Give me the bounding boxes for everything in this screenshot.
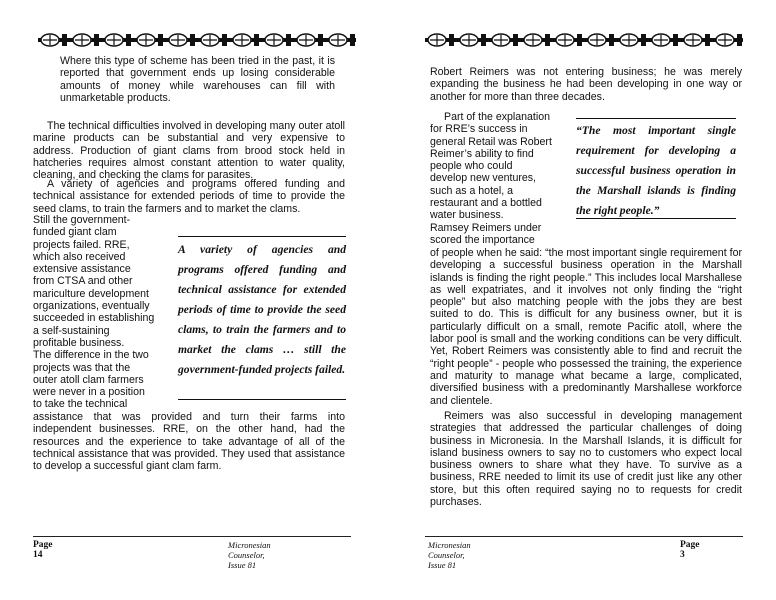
left-footer-publication: Micronesian Counselor, Issue 81 bbox=[228, 540, 271, 570]
left-pullquote-bottom-rule bbox=[178, 399, 346, 400]
wrapped-line: water business. bbox=[430, 209, 504, 222]
wrapped-line: scored the importance bbox=[430, 233, 535, 246]
wrapped-line: funded giant clam bbox=[33, 226, 117, 239]
wrapped-line: people who could bbox=[430, 160, 513, 173]
wrapped-line: Still the government- bbox=[33, 214, 131, 226]
wrapped-line: extensive assistance bbox=[33, 263, 131, 276]
left-paragraph-1: The technical difficulties involved in developing many outer atoll marine products can be substantial and very expensive to address. Production of giant clams from brood stock held in hatcheries requires almost constant attention to water quality, cleaning, and checking the clams for parasites. bbox=[33, 120, 345, 182]
wrapped-line: Part of the explanation bbox=[444, 111, 551, 123]
wrapped-line: develop new ventures, bbox=[430, 172, 537, 185]
left-pullquote: A variety of agencies and programs offered funding and technical assistance for extended periods of time to provide the seed clams, to train the farmers and to market the clams … still the government-funded projects failed. bbox=[178, 243, 346, 376]
right-paragraph-1: Robert Reimers was not entering business; he was merely expanding the business he had been developing in one way or another for more than three decades. bbox=[430, 66, 742, 103]
left-ornamental-border bbox=[38, 30, 356, 50]
right-pullquote: “The most important single requirement for developing a successful business operation in the Marshall islands is finding the right people.” bbox=[576, 124, 736, 217]
left-footer-page-number: Page 14 bbox=[33, 540, 53, 560]
wrapped-line: for RRE’s success in bbox=[430, 123, 528, 136]
wrapped-line: general Retail was Robert bbox=[430, 135, 552, 148]
wrapped-line: a self-sustaining bbox=[33, 324, 110, 337]
wrapped-line: such as a hotel, a bbox=[430, 184, 514, 197]
wrapped-line: Reimer’s ability to find bbox=[430, 147, 534, 160]
wrapped-line: Ramsey Reimers under bbox=[430, 221, 542, 234]
left-paragraph-2: A variety of agencies and programs offered funding and technical assistance for extended periods of time to provide the seed clams, to train the farmers and to market the clams. bbox=[33, 178, 345, 215]
wrapped-line: projects was that the bbox=[33, 361, 131, 374]
wrapped-line: which also received bbox=[33, 250, 126, 263]
right-wrapped-lines bbox=[430, 111, 572, 246]
right-footer-rule bbox=[425, 536, 743, 537]
wrapped-line: projects failed. RRE, bbox=[33, 238, 130, 251]
right-footer-publication: Micronesian Counselor, Issue 81 bbox=[428, 540, 471, 570]
wrapped-line: The difference in the two bbox=[33, 349, 149, 362]
wrapped-line: mariculture development bbox=[33, 287, 149, 300]
wrapped-line: restaurant and a bottled bbox=[430, 197, 542, 210]
wrapped-line: succeeded in establishing bbox=[33, 312, 155, 325]
left-pullquote-top-rule bbox=[178, 236, 346, 237]
right-pullquote-top-rule bbox=[576, 118, 736, 119]
right-footer-page-number: Page 3 bbox=[680, 540, 700, 560]
wrapped-line: were never in a position bbox=[33, 386, 145, 399]
right-paragraph-3: Reimers was also successful in developing management strategies that addressed the particular challenges of doing business in Micronesia. In the Marshall Islands, it is difficult for island business owners to say no to customers who expect local business owners to share what they have. To survive as a business, RRE needed to limit its use of credit just like any other store, but this often required saying no to requests for credit purchases. bbox=[430, 410, 742, 509]
right-paragraph-2-rest: of people when he said: “the most important single requirement for developing a successful business operation in the Marshall islands is finding the right people.” This includes local Marshallese as well expatriates, and it involves not only finding the “right people” but also matching people with the jobs they are best suited to do. This is difficult for any business owner, but it is particularly difficult on a small, remote Pacific atoll, where the labor pool is small and the working conditions can be very difficult. Yet, Robert Reimers was consistently able to find and recruit the “right people” - people who possessed the training, the experience and maturity to manage what became a large, complicated, diversified business with a predominantly Marshallese workforce and clientele. bbox=[430, 247, 742, 407]
wrapped-line: organizations, eventually bbox=[33, 300, 150, 313]
left-intro-paragraph: Where this type of scheme has been tried in the past, it is reported that government ends up losing considerable amounts of money while warehouses can fill with unmarketable products. bbox=[60, 55, 335, 104]
wrapped-line: outer atoll clam farmers bbox=[33, 373, 144, 386]
wrapped-line: from CTSA and other bbox=[33, 275, 133, 288]
left-paragraph-3-rest: assistance that was provided and turn their farms into independent businesses. RRE, on the other hand, had the resources and the experience to take advantage of all of the technical assistance that was provided. They used that assistance to develop a successful giant clam farm. bbox=[33, 411, 345, 473]
right-pullquote-bottom-rule bbox=[576, 218, 736, 219]
wrapped-line: profitable business. bbox=[33, 336, 125, 349]
left-footer-rule bbox=[33, 536, 351, 537]
wrapped-line: to take the technical bbox=[33, 398, 128, 411]
right-ornamental-border bbox=[425, 30, 743, 50]
left-wrapped-lines bbox=[33, 214, 173, 411]
